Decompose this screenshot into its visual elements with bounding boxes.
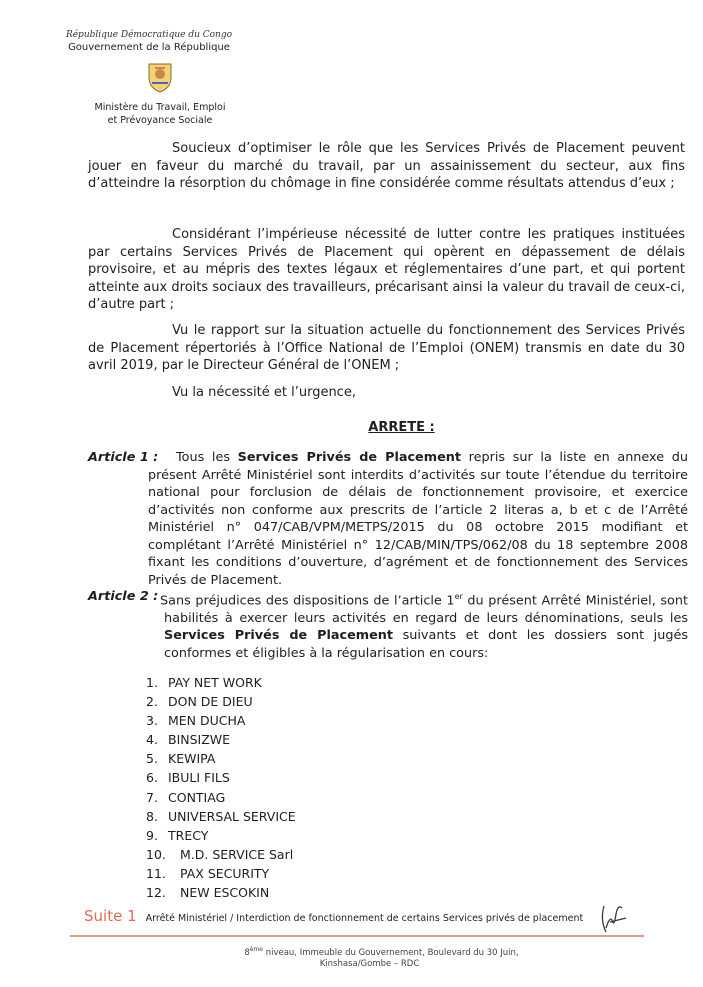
list-item-number: 2. [146, 694, 158, 710]
address [0, 944, 703, 971]
article-2-label: Article 2 : [88, 589, 159, 604]
address-street: niveau, Immeuble du Gouvernement, Boulevard du 30 Juin, [265, 947, 519, 958]
address-floor-sup: ème [249, 946, 263, 953]
article-2-text-b: du présent Arrêté Ministériel, sont habilités à exercer leurs activités en regard de leurs dénominations, seuls les [164, 593, 688, 626]
list-item-number: 11. [146, 865, 166, 881]
list-item [146, 692, 296, 711]
republic-name: République Démocratique du Congo [65, 30, 233, 40]
list-item-name: TRECY [168, 827, 209, 843]
arrete-heading-wrap [0, 416, 703, 435]
list-item [146, 845, 296, 864]
list-item-number: 8. [146, 808, 158, 824]
article-2-body [88, 588, 688, 662]
article-1-text: repris sur la liste en annexe du présent Arrêté Ministériel sont interdits d’activités sur toute l’étendue du territoire national pour forclusion de délais de fonctionnement provisoire, et exercice d’activités non conforme aux prescrits de l’article 2 literas a, b et c de l’Arrêté Ministériel n° 047/CAB/VPM/METPS/2015 du 08 octobre 2015 modifiant et complétant l’Arrêté Ministériel n° 12/CAB/MIN/TPS/062/08 du 18 septembre 2008 fixant les conditions d’ouverture, d’agrément et de fonctionnement des Services Privés de Placement. [148, 450, 688, 588]
footer-note [84, 907, 624, 925]
paragraph-vu-rapport: Vu le rapport sur la situation actuelle du fonctionnement des Services Privés de Placement répertoriés à l’Office National de l’Emploi (ONEM) transmis en date du 30 avril 2019, par le Directeur Général de l’ONEM ; [88, 323, 685, 374]
list-item-number: 12. [146, 885, 166, 901]
list-item [146, 826, 296, 845]
ministry-line-2: et Prévoyance Sociale [107, 115, 213, 126]
ministry-line-1: Ministère du Travail, Emploi [94, 102, 226, 113]
letterhead [60, 30, 260, 127]
address-line-1 [60, 944, 703, 959]
paragraph-considerant: Considérant l’impérieuse nécessité de lutter contre les pratiques instituées par certains Services Privés de Placement qui opèrent en dépassement de délais provisoire, et au mépris des textes légaux et réglementaires d’une part, et qui portent atteinte aux droits sociaux des travailleurs, précarisant ainsi la valeur du travail de ceux-ci, d’autre part ; [88, 227, 685, 313]
article-2-bold: Services Privés de Placement [164, 628, 394, 644]
list-item-number: 3. [146, 713, 158, 729]
list-item-name: CONTIAG [168, 789, 226, 805]
list-item [146, 711, 296, 730]
list-item-number: 10. [146, 846, 166, 862]
list-item [146, 673, 296, 692]
article-1-intro: Tous les [176, 450, 230, 465]
article-2 [88, 588, 688, 662]
list-item-name: NEW ESCOKIN [180, 885, 270, 901]
list-item-name: MEN DUCHA [168, 713, 246, 729]
ministry-name [60, 101, 260, 127]
footer-title: Arrêté Ministériel / Interdiction de fonctionnement de certains Services privés de placement [145, 913, 584, 924]
article-1-label: Article 1 : [88, 450, 159, 465]
suite-label: Suite 1 [84, 907, 137, 925]
list-item-number: 6. [146, 770, 158, 786]
footer-divider [70, 935, 644, 937]
list-item-name: BINSIZWE [168, 732, 231, 748]
address-floor: 8 [244, 947, 250, 958]
paragraph-vu-necessite: Vu la nécessité et l’urgence, [172, 385, 356, 400]
list-item-number: 5. [146, 751, 158, 767]
list-item-name: DON DE DIEU [168, 694, 253, 710]
list-item-number: 4. [146, 732, 158, 748]
article-1-bold: Services Privés de Placement [237, 450, 461, 465]
article-1-body [88, 449, 688, 589]
list-item [146, 807, 296, 826]
list-item-name: PAY NET WORK [168, 675, 262, 690]
coat-of-arms-icon [146, 61, 174, 93]
list-item-name: UNIVERSAL SERVICE [168, 808, 296, 824]
services-list [146, 673, 296, 902]
list-item [146, 883, 296, 902]
government-name: Gouvernement de la République [68, 42, 230, 53]
list-item-number: 1. [146, 675, 158, 690]
list-item-name: PAX SECURITY [180, 865, 270, 881]
article-1 [88, 449, 688, 589]
list-item [146, 730, 296, 749]
list-item [146, 749, 296, 768]
article-2-sup: er [454, 592, 463, 601]
paragraph-soucieux: Soucieux d’optimiser le rôle que les Services Privés de Placement peuvent jouer en faveur du marché du travail, par un assainissement du secteur, aux fins d’atteindre la résorption du chômage in fine considérée comme résultats attendus d’eux ; [88, 141, 685, 192]
list-item [146, 768, 296, 787]
list-item-name: IBULI FILS [168, 770, 230, 786]
article-2-text-c: suivants et dont les dossiers sont jugés conformes et éligibles à la régularisation en cours: [164, 628, 688, 661]
address-line-2: Kinshasa/Gombe – RDC [319, 959, 420, 970]
list-item-number: 7. [146, 789, 158, 805]
signature-icon [596, 898, 630, 938]
list-item-name: KEWIPA [168, 751, 216, 767]
arrete-heading: ARRETE : [368, 420, 435, 435]
list-item-name: M.D. SERVICE Sarl [180, 846, 294, 862]
list-item [146, 864, 296, 883]
list-item-number: 9. [146, 827, 158, 843]
list-item [146, 788, 296, 807]
article-2-text-a: Sans préjudices des dispositions de l’article 1 [160, 593, 455, 609]
